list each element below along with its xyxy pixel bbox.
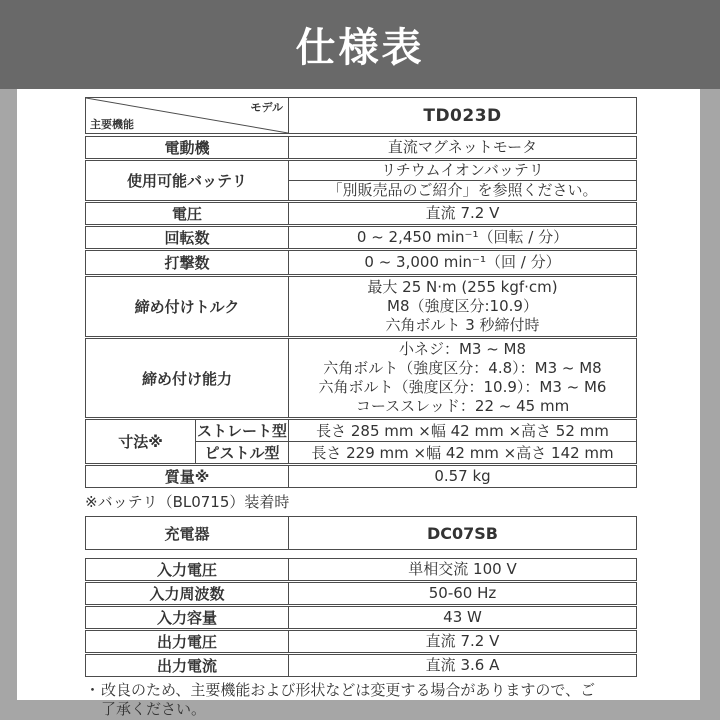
spec-row-value: コーススレッド：22 ~ 45 mm bbox=[355, 397, 570, 415]
spec-row-weight bbox=[85, 465, 637, 488]
charger-label: 充電器 bbox=[86, 517, 289, 549]
spec-row-label: 使用可能バッテリ bbox=[86, 161, 289, 200]
spec-row-label: 打撃数 bbox=[86, 251, 289, 274]
spec-row-label: 締め付け能力 bbox=[86, 339, 289, 417]
dimension-row-straight bbox=[196, 420, 636, 441]
spec-row-motor bbox=[85, 136, 637, 159]
charger-row-value: 単相交流 100 V bbox=[408, 560, 517, 578]
charger-row-frequency bbox=[85, 582, 637, 605]
right-margin-strip bbox=[700, 89, 720, 720]
spec-row-rpm bbox=[85, 226, 637, 249]
battery-footnote: ※バッテリ（BL0715）装着時 bbox=[85, 493, 290, 511]
charger-model-number: DC07SB bbox=[426, 523, 498, 543]
spec-row-value: 六角ボルト（強度区分：4.8）：M3 ~ M8 bbox=[323, 359, 602, 377]
dimension-type: ストレート型 bbox=[196, 422, 287, 440]
spec-row-value: 0 ~ 3,000 min⁻¹（回 / 分） bbox=[364, 253, 561, 271]
footer-note-line2: 了承ください。 bbox=[101, 700, 207, 718]
spec-row-impact bbox=[85, 250, 637, 275]
spec-row-label: 締め付けトルク bbox=[86, 277, 289, 336]
spec-row-value: 小ネジ：M3 ~ M8 bbox=[398, 340, 527, 358]
corner-label-model: モデル bbox=[250, 101, 283, 114]
content-area bbox=[85, 97, 637, 719]
charger-row-label: 入力周波数 bbox=[86, 583, 289, 604]
dimension-value: 長さ 229 mm ×幅 42 mm ×高さ 142 mm bbox=[311, 444, 614, 462]
corner-label-function: 主要機能 bbox=[90, 118, 134, 131]
spec-row-value: 「別販売品のご紹介」を参照ください。 bbox=[289, 180, 636, 200]
spec-row-battery bbox=[85, 160, 637, 201]
bullet-icon: ・ bbox=[85, 681, 101, 699]
charger-table bbox=[85, 516, 637, 677]
dimension-type: ピストル型 bbox=[196, 442, 289, 463]
charger-row-label: 入力容量 bbox=[86, 607, 289, 628]
left-margin-strip bbox=[0, 89, 17, 720]
charger-table-header bbox=[85, 516, 637, 550]
charger-row-value: 直流 3.6 A bbox=[425, 656, 500, 674]
charger-row-output-current bbox=[85, 654, 637, 677]
spec-row-dimensions bbox=[85, 419, 637, 464]
spec-row-value: 0 ~ 2,450 min⁻¹（回転 / 分） bbox=[356, 228, 569, 246]
spec-table-header bbox=[85, 97, 637, 134]
charger-row-value: 50-60 Hz bbox=[428, 584, 497, 602]
title-banner bbox=[0, 0, 720, 89]
footer-note-line1: 改良のため、主要機能および形状などは変更する場合がありますので、ご bbox=[101, 681, 596, 699]
dimension-value: 長さ 285 mm ×幅 42 mm ×高さ 52 mm bbox=[316, 422, 609, 440]
charger-row-value: 直流 7.2 V bbox=[425, 632, 500, 650]
charger-row-value: 43 W bbox=[443, 608, 482, 626]
spec-row-value: 最大 25 N·m (255 kgf·cm) bbox=[367, 278, 558, 296]
spec-row-value: M8（強度区分:10.9） bbox=[387, 297, 538, 315]
spec-row-value: 直流マグネットモータ bbox=[387, 138, 538, 156]
spec-row-value: 直流 7.2 V bbox=[425, 204, 500, 222]
diagonal-corner-cell bbox=[86, 98, 289, 133]
spec-row-value: リチウムイオンバッテリ bbox=[381, 161, 544, 179]
charger-row-label: 出力電流 bbox=[86, 655, 289, 676]
spec-row-value: 六角ボルト（強度区分：10.9）：M3 ~ M6 bbox=[318, 378, 607, 396]
footer-note bbox=[85, 681, 637, 719]
charger-row-label: 入力電圧 bbox=[86, 559, 289, 580]
spec-row-label: 回転数 bbox=[86, 227, 289, 248]
charger-row-output-voltage bbox=[85, 630, 637, 653]
spec-row-torque bbox=[85, 276, 637, 337]
model-number: TD023D bbox=[423, 105, 502, 126]
charger-row-input-voltage bbox=[85, 558, 637, 581]
spec-row-capacity bbox=[85, 338, 637, 418]
charger-row-input-power bbox=[85, 606, 637, 629]
spec-row-value: 六角ボルト 3 秒締付時 bbox=[385, 316, 540, 334]
charger-row-label: 出力電圧 bbox=[86, 631, 289, 652]
spec-table bbox=[85, 97, 637, 488]
spec-row-label: 電動機 bbox=[86, 137, 289, 158]
spec-row-label: 電圧 bbox=[86, 203, 289, 224]
dimensions-label: 寸法※ bbox=[86, 420, 196, 463]
dimension-row-pistol bbox=[196, 441, 636, 463]
weight-value: 0.57 kg bbox=[434, 467, 491, 485]
spec-row-voltage bbox=[85, 202, 637, 225]
weight-label: 質量※ bbox=[86, 466, 289, 487]
page-title: 仕様表 bbox=[295, 25, 425, 71]
